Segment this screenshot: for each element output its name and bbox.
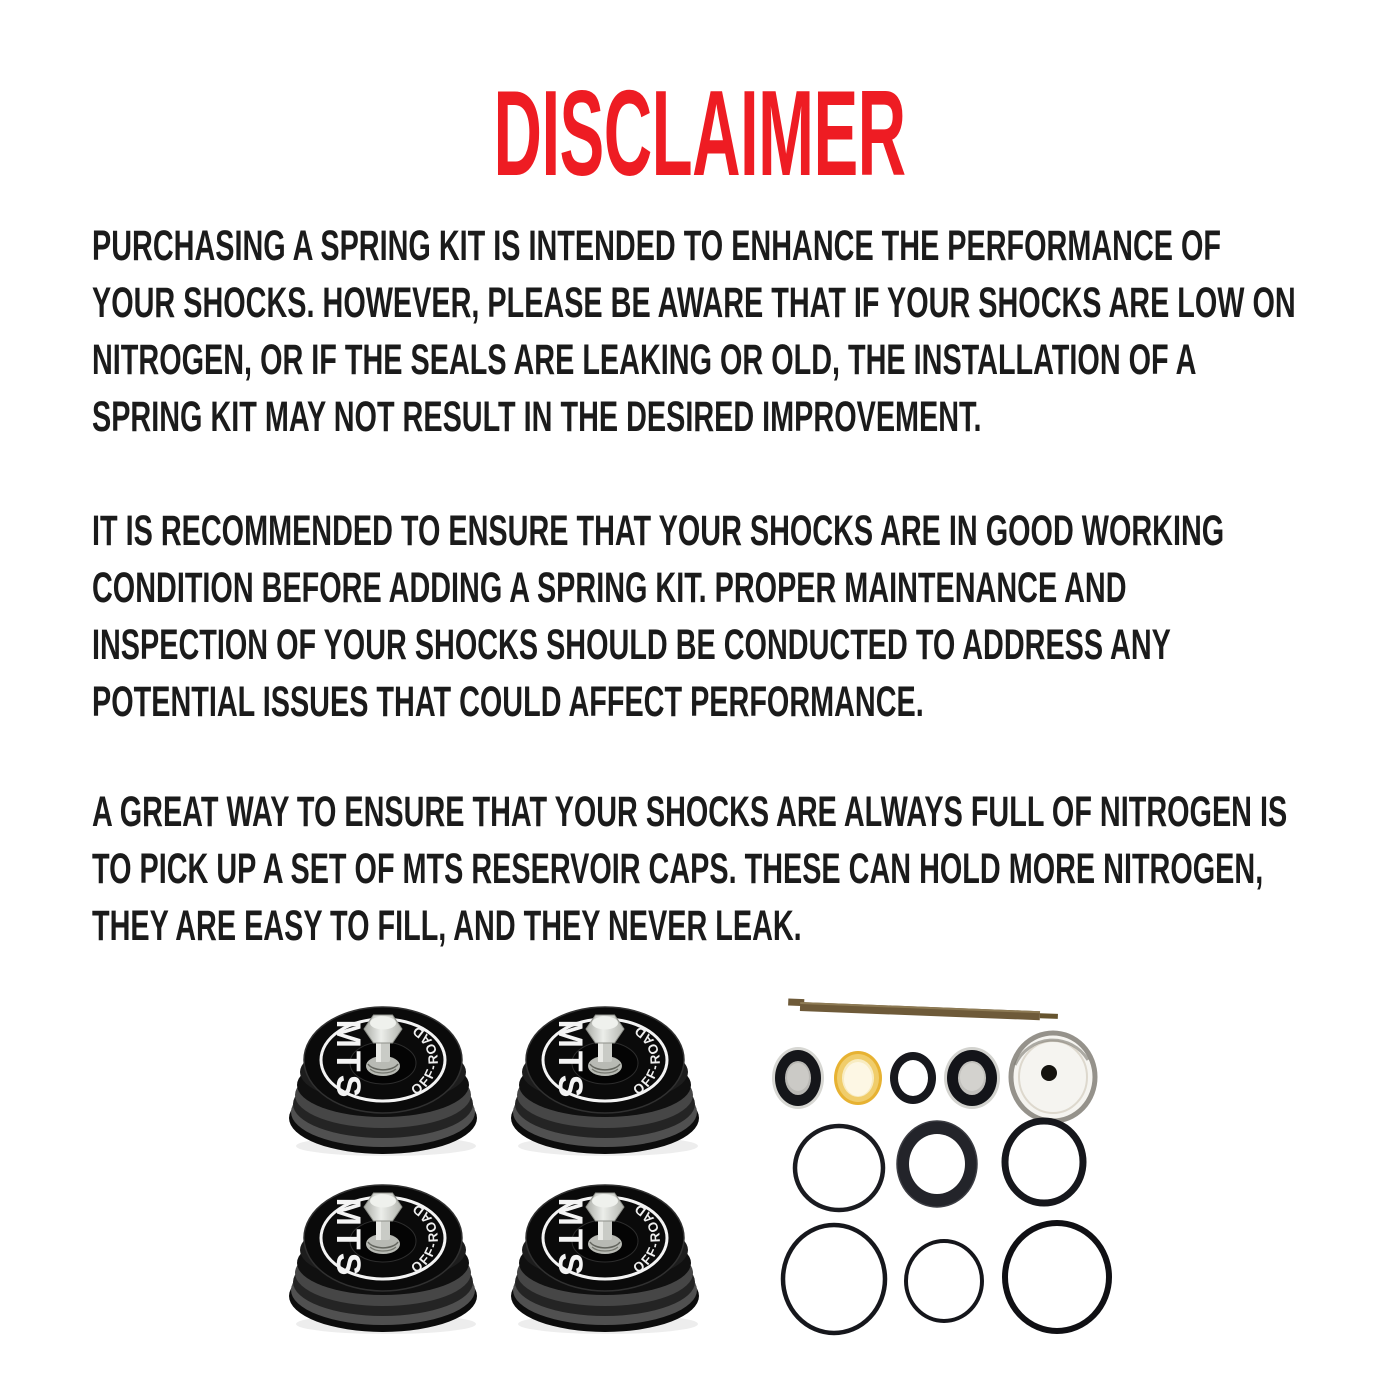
reservoir-cap-1 bbox=[289, 1007, 477, 1156]
text-line: NITROGEN, OR IF THE SEALS ARE LEAKING OR OLD, THE INSTALLATION OF A bbox=[92, 336, 1197, 384]
o-ring-thin bbox=[795, 1126, 883, 1210]
text-line: IT IS RECOMMENDED TO ENSURE THAT YOUR SHOCKS ARE IN GOOD WORKING bbox=[92, 507, 1225, 555]
reservoir-cap-4 bbox=[511, 1185, 699, 1334]
seal-kit-image bbox=[760, 985, 1130, 1345]
o-ring-small-thick bbox=[890, 1052, 936, 1104]
yellow-wiper-ring bbox=[834, 1051, 882, 1105]
reservoir-cap-3 bbox=[289, 1185, 477, 1334]
shaft-seal-2 bbox=[944, 1047, 1000, 1109]
page-title bbox=[0, 65, 1400, 201]
text-line: INSPECTION OF YOUR SHOCKS SHOULD BE CONDUCTED TO ADDRESS ANY bbox=[92, 621, 1171, 669]
text-line: POTENTIAL ISSUES THAT COULD AFFECT PERFORMANCE. bbox=[92, 678, 924, 726]
text-line: YOUR SHOCKS. HOWEVER, PLEASE BE AWARE THAT IF YOUR SHOCKS ARE LOW ON bbox=[92, 279, 1296, 327]
piston-wear-band bbox=[1011, 1033, 1095, 1121]
piston-center-hole bbox=[1041, 1065, 1057, 1081]
o-ring-large bbox=[783, 1225, 885, 1333]
paragraph-2 bbox=[92, 503, 1224, 731]
o-ring-medium bbox=[1005, 1121, 1083, 1203]
wear-strip bbox=[788, 999, 1058, 1021]
text-line: THEY ARE EASY TO FILL, AND THEY NEVER LEAK. bbox=[92, 902, 802, 950]
text-line: A GREAT WAY TO ENSURE THAT YOUR SHOCKS ARE ALWAYS FULL OF NITROGEN IS bbox=[92, 788, 1288, 836]
text-line: SPRING KIT MAY NOT RESULT IN THE DESIRED IMPROVEMENT. bbox=[92, 393, 982, 441]
o-ring-small bbox=[906, 1241, 982, 1321]
text-line: PURCHASING A SPRING KIT IS INTENDED TO ENHANCE THE PERFORMANCE OF bbox=[92, 222, 1221, 270]
o-ring-large-2 bbox=[1005, 1223, 1109, 1331]
paragraph-3 bbox=[92, 784, 1287, 955]
text-line: CONDITION BEFORE ADDING A SPRING KIT. PROPER MAINTENANCE AND bbox=[92, 564, 1127, 612]
page-title-text: DISCLAIMER bbox=[493, 65, 906, 201]
reservoir-cap-2 bbox=[511, 1007, 699, 1156]
seal-band-ring bbox=[897, 1121, 977, 1207]
paragraph-1 bbox=[92, 218, 1296, 446]
text-line: TO PICK UP A SET OF MTS RESERVOIR CAPS. THESE CAN HOLD MORE NITROGEN, bbox=[92, 845, 1264, 893]
shaft-seal-1 bbox=[772, 1047, 824, 1109]
reservoir-caps-image bbox=[270, 985, 720, 1375]
